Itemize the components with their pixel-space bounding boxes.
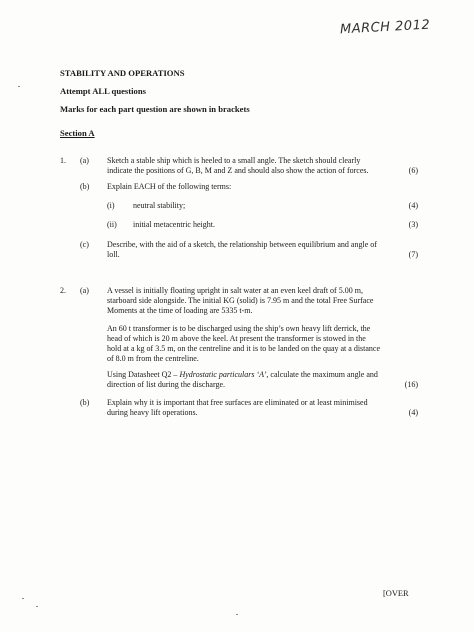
q1b-ii-label: (ii) <box>107 220 117 229</box>
marks-note: Marks for each part question are shown in brackets <box>60 104 250 114</box>
instruction-text: Attempt ALL questions <box>60 86 146 96</box>
q1b-i-text: neutral stability; <box>133 201 186 210</box>
q2a-para2-line-3: hold at a kg of 3.5 m, on the centreline and it is to be landed on the quay at a distance <box>107 344 381 353</box>
q1b-i-label: (i) <box>107 201 115 210</box>
q2a-para3-post: , calculate the maximum angle and <box>266 370 378 379</box>
q2a-para1-line-1: A vessel is initially floating upright in salt water at an even keel draft of 5.00 m, <box>107 286 363 295</box>
q2a-para1-line-2: starboard side alongside. The initial KG (solid) is 7.95 m and the total Free Surface <box>107 296 374 305</box>
question-1-number: 1. <box>60 156 66 165</box>
question-2-number: 2. <box>60 286 66 295</box>
scan-speck <box>36 606 38 607</box>
q1b-line-1: Explain EACH of the following terms: <box>107 182 232 191</box>
q2b-line-1: Explain why it is important that free surfaces are eliminated or at least minimised <box>107 398 368 407</box>
q1b-label: (b) <box>80 182 90 191</box>
q2a-datasheet-title: Hydrostatic particulars ‘A’ <box>179 370 267 379</box>
q1b-ii-marks: (3) <box>408 220 418 229</box>
q1c-marks: (7) <box>408 250 418 259</box>
scan-speck <box>236 614 238 615</box>
q2b-label: (b) <box>80 398 90 407</box>
q1c-label: (c) <box>80 240 89 249</box>
q1a-label: (a) <box>80 156 89 165</box>
q2a-para2-line-2: head of which is 20 m above the keel. At present the transformer is stowed in the <box>107 334 366 343</box>
q2a-para3-line-1 <box>107 370 378 380</box>
handwritten-date-annotation: MARCH 2012 <box>339 17 431 38</box>
q2a-para1-line-3: Moments at the time of loading are 5335 t-m. <box>107 306 253 315</box>
q1a-line-2: indicate the positions of G, B, M and Z and should also show the action of forces. <box>107 166 369 175</box>
scan-speck <box>18 86 20 87</box>
section-title: Section A <box>60 128 95 138</box>
q1b-ii-text: initial metacentric height. <box>133 220 215 229</box>
q2a-para2-line-1: An 60 t transformer is to be discharged using the ship’s own heavy lift derrick, the <box>107 324 371 333</box>
scan-speck <box>22 598 24 599</box>
q2a-para3-line-2: direction of list during the discharge. <box>107 380 226 389</box>
q1a-marks: (6) <box>408 166 418 175</box>
over-page-marker: [OVER <box>383 589 409 598</box>
q2a-para3-pre: Using Datasheet Q2 – <box>107 370 180 379</box>
q2a-label: (a) <box>80 286 89 295</box>
q2a-para2-line-4: of 8.0 m from the centreline. <box>107 354 199 363</box>
q1c-line-2: loll. <box>107 250 120 259</box>
q1a-line-1: Sketch a stable ship which is heeled to a small angle. The sketch should clearly <box>107 156 361 165</box>
q1b-i-marks: (4) <box>408 201 418 210</box>
q2a-marks: (16) <box>404 380 418 389</box>
q1c-line-1: Describe, with the aid of a sketch, the relationship between equilibrium and angle of <box>107 240 377 249</box>
q2b-line-2: during heavy lift operations. <box>107 408 198 417</box>
q2b-marks: (4) <box>408 408 418 417</box>
paper-title: STABILITY AND OPERATIONS <box>60 68 185 78</box>
